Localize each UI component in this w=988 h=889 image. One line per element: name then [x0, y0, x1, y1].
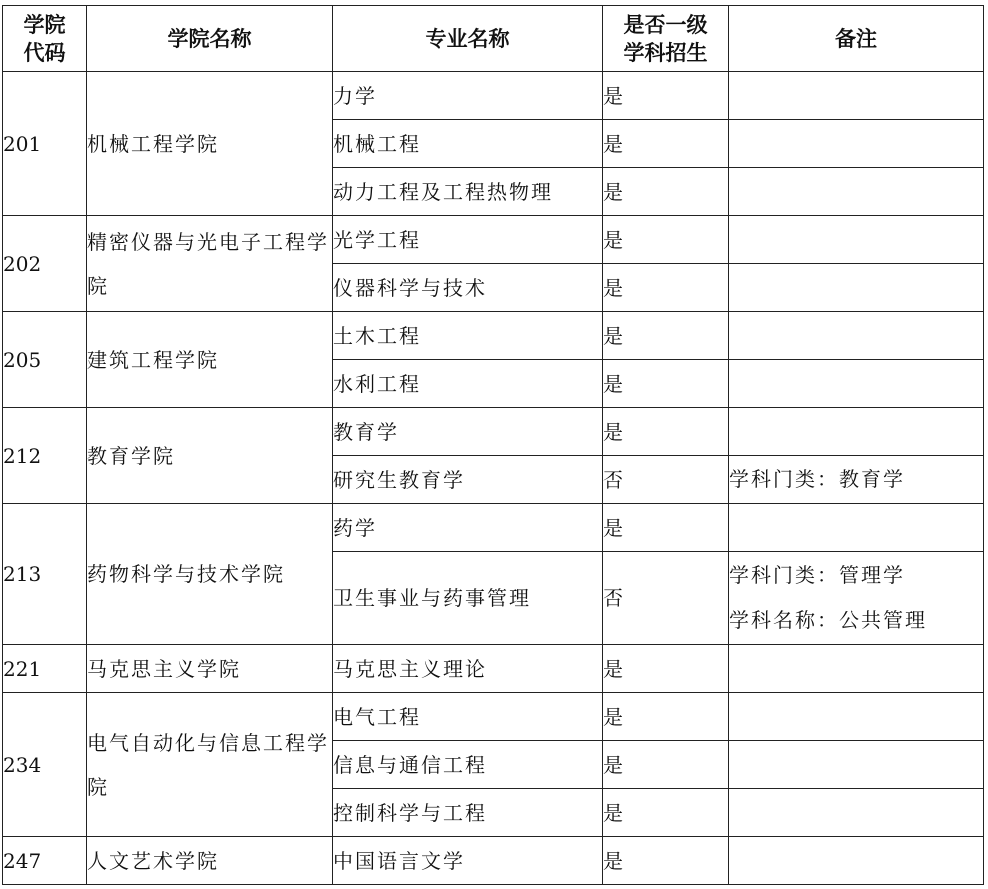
remark-cell	[729, 741, 984, 789]
header-first-level-line2: 学科招生	[623, 40, 708, 65]
first-level-cell: 是	[603, 120, 729, 168]
first-level-cell: 是	[603, 312, 729, 360]
major-name-cell: 卫生事业与药事管理	[333, 552, 603, 645]
major-name-cell: 药学	[333, 504, 603, 552]
first-level-cell: 是	[603, 408, 729, 456]
college-code-cell: 212	[3, 408, 87, 504]
first-level-cell: 否	[603, 456, 729, 504]
college-name-cell: 建筑工程学院	[87, 312, 333, 408]
first-level-cell: 是	[603, 693, 729, 741]
table-row	[3, 504, 984, 552]
header-college-name: 学院名称	[87, 6, 333, 72]
first-level-cell: 否	[603, 552, 729, 645]
remark-cell	[729, 693, 984, 741]
major-name-cell: 控制科学与工程	[333, 789, 603, 837]
header-college-code-line1: 学院	[23, 12, 66, 37]
remark-cell	[729, 216, 984, 264]
college-code-cell: 247	[3, 837, 87, 885]
header-major-name: 专业名称	[333, 6, 603, 72]
college-name-cell: 教育学院	[87, 408, 333, 504]
remark-cell	[729, 120, 984, 168]
remark-cell	[729, 168, 984, 216]
table-row	[3, 408, 984, 456]
major-name-cell: 仪器科学与技术	[333, 264, 603, 312]
remark-cell	[729, 408, 984, 456]
first-level-cell: 是	[603, 264, 729, 312]
remark-cell	[729, 312, 984, 360]
first-level-cell: 是	[603, 837, 729, 885]
remark-cell	[729, 504, 984, 552]
first-level-cell: 是	[603, 741, 729, 789]
first-level-cell: 是	[603, 360, 729, 408]
remark-cell	[729, 456, 984, 504]
header-first-level	[603, 6, 729, 72]
college-name-cell: 马克思主义学院	[87, 645, 333, 693]
table-row	[3, 216, 984, 264]
header-college-code-line2: 代码	[23, 40, 66, 65]
college-name-cell: 精密仪器与光电子工程学院	[87, 216, 333, 312]
header-college-code	[3, 6, 87, 72]
first-level-cell: 是	[603, 789, 729, 837]
major-name-cell: 电气工程	[333, 693, 603, 741]
major-name-cell: 教育学	[333, 408, 603, 456]
remark-line: 学科门类：管理学	[729, 563, 905, 587]
remark-cell	[729, 72, 984, 120]
major-name-cell: 力学	[333, 72, 603, 120]
table-row	[3, 312, 984, 360]
college-name-cell: 电气自动化与信息工程学院	[87, 693, 333, 837]
college-code-cell: 221	[3, 645, 87, 693]
first-level-cell: 是	[603, 645, 729, 693]
remark-cell	[729, 360, 984, 408]
first-level-cell: 是	[603, 504, 729, 552]
major-name-cell: 光学工程	[333, 216, 603, 264]
college-name-cell: 机械工程学院	[87, 72, 333, 216]
college-code-cell: 213	[3, 504, 87, 645]
admissions-table	[2, 5, 984, 885]
remark-cell	[729, 264, 984, 312]
table-row	[3, 72, 984, 120]
first-level-cell: 是	[603, 216, 729, 264]
college-code-cell: 201	[3, 72, 87, 216]
header-remark: 备注	[729, 6, 984, 72]
remark-cell	[729, 789, 984, 837]
first-level-cell: 是	[603, 72, 729, 120]
remark-line: 学科名称：公共管理	[729, 608, 927, 632]
major-name-cell: 马克思主义理论	[333, 645, 603, 693]
table-row	[3, 837, 984, 885]
major-name-cell: 中国语言文学	[333, 837, 603, 885]
major-name-cell: 动力工程及工程热物理	[333, 168, 603, 216]
table-body	[3, 72, 984, 885]
first-level-cell: 是	[603, 168, 729, 216]
major-name-cell: 机械工程	[333, 120, 603, 168]
college-code-cell: 205	[3, 312, 87, 408]
remark-cell	[729, 837, 984, 885]
header-row	[3, 6, 984, 72]
remark-cell	[729, 645, 984, 693]
table-row	[3, 645, 984, 693]
header-first-level-line1: 是否一级	[623, 12, 708, 37]
college-name-cell: 药物科学与技术学院	[87, 504, 333, 645]
major-name-cell: 水利工程	[333, 360, 603, 408]
college-code-cell: 234	[3, 693, 87, 837]
major-name-cell: 土木工程	[333, 312, 603, 360]
remark-cell	[729, 552, 984, 645]
major-name-cell: 研究生教育学	[333, 456, 603, 504]
table-row	[3, 693, 984, 741]
remark-line: 学科门类：教育学	[729, 467, 905, 491]
table-header	[3, 6, 984, 72]
college-code-cell: 202	[3, 216, 87, 312]
college-name-cell: 人文艺术学院	[87, 837, 333, 885]
major-name-cell: 信息与通信工程	[333, 741, 603, 789]
